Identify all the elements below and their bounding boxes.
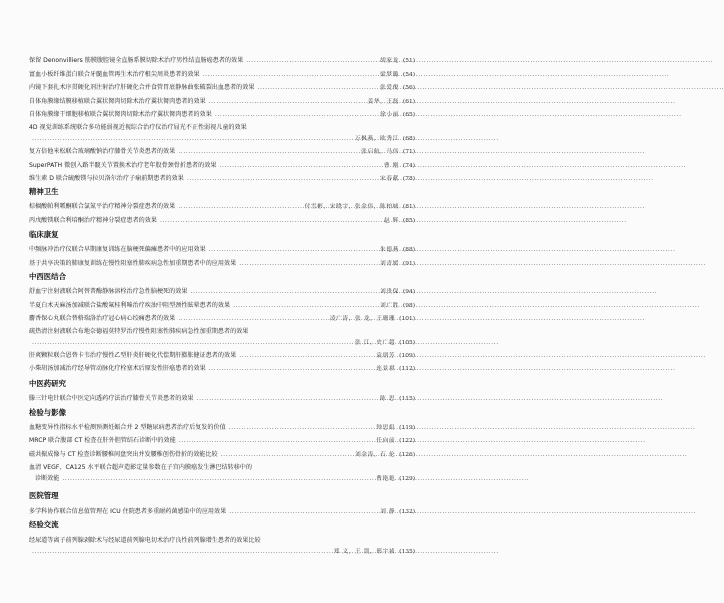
- entry-title: 基于共享决策的肺康复训练在慢性阻塞性肺疾病急性加重期患者中的应用效果: [29, 260, 237, 267]
- entry-page: (65): [402, 112, 415, 118]
- toc-entry[interactable]: [29, 327, 415, 348]
- entry-authors: 刘青媛: [380, 261, 399, 267]
- dot-leader: [221, 450, 352, 461]
- entry-page: (68): [402, 135, 415, 142]
- entry-page: (71): [402, 149, 415, 155]
- dot-leader: [187, 174, 377, 185]
- toc-entry[interactable]: [29, 161, 415, 172]
- entry-page: (109): [399, 353, 415, 359]
- entry-title-cont: 诊断效能: [35, 474, 60, 482]
- entry-authors: 刘广胜: [380, 303, 399, 309]
- entry-title: 自体角膜缘干细胞移植联合翼状胬肉切除术治疗翼状胬肉患者的效果: [29, 111, 212, 118]
- entry-title: 维生素 D 联合硫酸镁与拉贝洛尔治疗子痫前期患者的效果: [29, 175, 184, 182]
- entry-authors: 万枫燕，欧秀江: [354, 135, 399, 142]
- entry-title: 血清 VEGF、CA125 水平联合超声造影定量参数在子宫内膜癌发生淋巴结转移中的: [29, 464, 252, 471]
- dot-leader: [178, 202, 301, 213]
- section-heading: 精神卫生: [29, 187, 59, 196]
- dot-leader: [62, 474, 373, 485]
- entry-title: 疏热清注射液联合布地奈德福莫特罗治疗慢性阻塞性肺疾病急性加重期患者的效果: [29, 328, 249, 335]
- dot-leader: [203, 70, 377, 81]
- dot-leader: [160, 216, 381, 227]
- entry-title: 麝香保心丸联合替格瑞洛治疗冠心病心绞痛患者的效果: [29, 315, 176, 322]
- entry-page: (101): [399, 316, 415, 322]
- toc-entry[interactable]: [29, 123, 415, 144]
- entry-authors: 张爱俊: [380, 85, 399, 91]
- entry-page: (122): [399, 438, 415, 444]
- toc-entry[interactable]: [29, 202, 415, 213]
- dot-leader: [246, 56, 377, 67]
- toc-entry[interactable]: [29, 394, 415, 405]
- entry-authors: 赵 辉: [383, 218, 399, 224]
- section-heading: 中西医结合: [29, 272, 66, 281]
- toc-entry[interactable]: [29, 436, 415, 447]
- toc-entry[interactable]: [29, 423, 415, 434]
- entry-page: (74): [402, 163, 415, 169]
- toc-entry[interactable]: [29, 216, 415, 227]
- entry-page: (51): [402, 58, 415, 64]
- dot-leader: [179, 436, 374, 447]
- entry-authors: 钟思娟: [376, 425, 396, 431]
- entry-title: 小柴胡汤加减治疗经导管动脉化疗栓塞术后原发性肝癌患者的效果: [29, 365, 206, 372]
- toc-entry[interactable]: [29, 507, 415, 518]
- dot-leader: [215, 110, 377, 121]
- entry-title: 经尿道等离子前列腺剥除术与经尿道前列腺电切术治疗良性前列腺增生患者的效果比较: [29, 537, 261, 544]
- entry-authors: 连景祺: [376, 366, 396, 372]
- entry-page: (61): [402, 99, 415, 105]
- dot-leader: [229, 507, 377, 518]
- toc-entry[interactable]: [29, 287, 415, 298]
- entry-authors: 胡家龙: [380, 58, 399, 64]
- toc-entry[interactable]: [29, 174, 415, 185]
- toc-entry[interactable]: [29, 56, 415, 67]
- section-heading: 医院管理: [29, 491, 59, 500]
- toc-entry[interactable]: [29, 70, 415, 81]
- toc-entry[interactable]: [29, 245, 415, 256]
- entry-title: 血糖变异性指标水平检测预测妊娠合并 2 型糖尿病患者治疗后复发的价值: [29, 424, 226, 431]
- toc-entry[interactable]: [29, 259, 415, 270]
- entry-title: 棕榈酸帕利哌酮联合氯氮平治疗精神分裂症患者的效果: [29, 203, 176, 210]
- entry-page: (98): [402, 303, 415, 309]
- entry-page: (126): [399, 452, 415, 458]
- dot-leader: [209, 97, 365, 108]
- section-heading: 检验与影像: [29, 408, 66, 417]
- toc-entry[interactable]: [29, 147, 415, 158]
- entry-authors: 凌广涛，张 龙，王珊珊: [329, 316, 396, 322]
- entry-page: (105): [399, 339, 415, 346]
- entry-title: 内镜下套扎术序贯硬化剂注射治疗肝硬化合并食管胃底静脉曲张破裂出血患者的效果: [29, 84, 255, 91]
- entry-authors: 刘贵保: [380, 289, 399, 295]
- dot-leader: [229, 423, 374, 434]
- entry-title: 舒血宁注射液联合阿替普酶静脉溶栓治疗急性脑梗死的效果: [29, 288, 188, 295]
- section-heading: 中医药研究: [29, 379, 66, 388]
- entry-authors: 张启航，马伟: [361, 149, 399, 155]
- entry-authors: 陈 思: [380, 396, 396, 402]
- toc-entry[interactable]: [29, 301, 415, 312]
- toc-entry[interactable]: [29, 351, 415, 362]
- entry-authors: 刘 静: [380, 509, 396, 515]
- section-heading: 经验交流: [29, 520, 59, 529]
- entry-page: (78): [402, 176, 415, 182]
- entry-page: (81): [402, 204, 415, 210]
- toc-entry[interactable]: [29, 83, 415, 94]
- entry-authors: 徐小丽: [380, 112, 399, 118]
- entry-page: (115): [399, 396, 415, 402]
- section-heading: 临床康复: [29, 230, 59, 239]
- dot-leader: [219, 161, 381, 172]
- entry-authors: 曹艳艳: [376, 475, 396, 482]
- dot-leader: [257, 83, 377, 94]
- entry-authors: 张 江，史广超: [355, 339, 396, 346]
- entry-page: (85): [402, 218, 415, 224]
- toc-entry[interactable]: [29, 536, 415, 557]
- dot-leader: [197, 394, 378, 405]
- entry-page: (94): [402, 289, 415, 295]
- dot-leader: [239, 351, 373, 362]
- entry-authors: 曹 刚: [383, 163, 399, 169]
- entry-title: 多学科协作联合信息值管理在 ICU 住院患者多重耐药菌感染中的应用效果: [29, 508, 227, 515]
- entry-title: 滕三针电针联合中医定向透药疗法治疗膝骨关节炎患者的效果: [29, 395, 194, 402]
- dot-leader: [32, 547, 331, 558]
- entry-title: 肝爽颗粒联合恩替卡韦治疗慢性乙型肝炎肝硬化代偿期肝膨胀健证患者的效果: [29, 352, 237, 359]
- dot-leader: [178, 314, 327, 325]
- dot-leader: [209, 245, 377, 256]
- entry-page: (129): [399, 475, 415, 482]
- entry-authors: 姜华，王磊: [367, 99, 399, 105]
- entry-page: (135): [399, 548, 415, 555]
- dot-leader: [209, 364, 374, 375]
- entry-page: (119): [399, 425, 415, 431]
- dot-leader: [32, 134, 352, 145]
- toc-entry[interactable]: [29, 463, 415, 484]
- entry-authors: 宋春献: [380, 176, 399, 182]
- dot-leader: [190, 287, 377, 298]
- entry-authors: 任向前: [376, 438, 396, 444]
- entry-title: SuperPATH 微创入路半髋关节置换术治疗老年股骨颈骨折患者的效果: [29, 162, 217, 169]
- entry-title: 复方倍他米松联合玻璃酸钠治疗膝骨关节炎患者的效果: [29, 148, 176, 155]
- toc-entry[interactable]: [29, 450, 415, 461]
- toc-entry[interactable]: [29, 314, 415, 325]
- entry-title: 磁共振成像与 CT 检查诊断腰椎间盘突出并发腰椎创伤骨折的效能比较: [29, 451, 218, 458]
- entry-page: (56): [402, 85, 415, 91]
- dot-leader: [178, 147, 358, 158]
- entry-title: 富血小板纤维蛋白联合牙髓血管再生术治疗根尖周炎患者的效果: [29, 71, 200, 78]
- dot-leader: [239, 259, 377, 270]
- entry-page: (112): [399, 366, 415, 372]
- dot-leader: [32, 338, 352, 349]
- entry-authors: 刘金涛，石 伦: [355, 452, 396, 458]
- toc-entry[interactable]: [29, 110, 415, 121]
- entry-title: 中频脉冲治疗仪联合早期康复训练在脑梗死偏瘫患者中的应用效果: [29, 246, 206, 253]
- entry-page: (88): [402, 247, 415, 253]
- entry-authors: 朱德燕: [380, 247, 399, 253]
- toc-entry[interactable]: [29, 97, 415, 108]
- toc-entry[interactable]: [29, 364, 415, 375]
- entry-title: MRCP 联合腹部 CT 检查在肝外胆管结石诊断中的效能: [29, 437, 176, 444]
- entry-authors: 郑 义，王 凯，邢宇祯: [333, 548, 396, 555]
- entry-title: 丙戊酸镁联合利培酮治疗精神分裂症患者的效果: [29, 217, 157, 224]
- entry-title: 半夏白术天麻汤加减联合盐酸氟桂利嗪治疗疾浊中阻型颈性眩晕患者的效果: [29, 302, 231, 309]
- entry-title: 自体角膜缘结膜移植联合翼状胬肉切除术治疗翼状胬肉患者的效果: [29, 98, 206, 105]
- entry-page: (54): [402, 72, 415, 78]
- entry-authors: 付雪彬，宋晓宇，张金伟，陈柏城: [304, 204, 399, 210]
- entry-page: (132): [399, 509, 415, 515]
- entry-page: (91): [402, 261, 415, 267]
- entry-authors: 袁朋芳: [376, 353, 396, 359]
- entry-title: 保留 Denonvilliers 筋膜腹腔镜全直肠系膜切除术治疗男性结直肠癌患者的效果: [29, 57, 244, 64]
- dot-leader: [233, 301, 377, 312]
- entry-authors: 梁梦璐: [380, 72, 399, 78]
- entry-title: 4D 视觉训练系统联合多功能弱视近视综合治疗仪治疗屈光不正性弱视儿童的效果: [29, 124, 247, 131]
